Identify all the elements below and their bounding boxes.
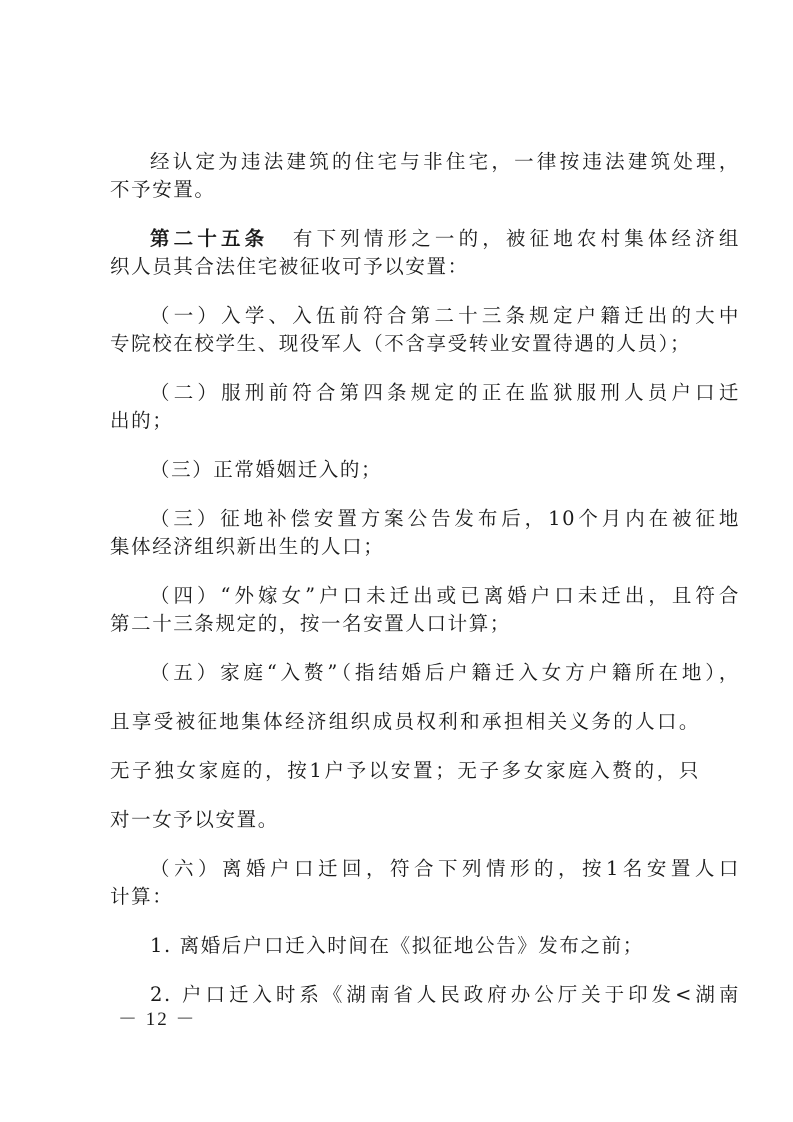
paragraph-line: （四）“外嫁女”户口未迁出或已离婚户口未迁出，且符合 <box>150 584 740 607</box>
paragraph-line: （二）服刑前符合第四条规定的正在监狱服刑人员户口迁 <box>150 381 740 404</box>
paragraph-line: 织人员其合法住宅被征收可予以安置： <box>110 255 469 278</box>
paragraph-line: 计算： <box>110 885 174 908</box>
paragraph-line: 专院校在校学生、现役军人（不含享受转业安置待遇的人员）； <box>110 332 692 355</box>
paragraph-line: 且享受被征地集体经济组织成员权利和承担相关义务的人口。 <box>110 710 700 733</box>
paragraph-line: （一）入学、入伍前符合第二十三条规定户籍迁出的大中 <box>150 304 740 327</box>
article-heading: 第二十五条 <box>150 227 269 250</box>
paragraph-text: 有下列情形之一的，被征地农村集体经济组 <box>290 227 740 250</box>
article-line <box>110 225 740 253</box>
paragraph-line: （三）征地补偿安置方案公告发布后，10个月内在被征地 <box>150 507 740 530</box>
paragraph-line: （五）家庭“入赘”（指结婚后户籍迁入女方户籍所在地）， <box>150 661 740 684</box>
paragraph-line: （三）正常婚姻迁入的； <box>150 458 383 481</box>
paragraph-line: 2. 户口迁入时系《湖南省人民政府办公厅关于印发<湖南 <box>150 983 740 1006</box>
paragraph-line: 集体经济组织新出生的人口； <box>110 535 385 558</box>
paragraph-line: 不予安置。 <box>110 178 216 201</box>
paragraph-line: 第二十三条规定的，按一名安置人口计算； <box>110 612 511 635</box>
paragraph-line: （六）离婚户口迁回，符合下列情形的，按1名安置人口 <box>150 857 740 880</box>
paragraph-line: 出的； <box>110 409 174 432</box>
paragraph-line: 1. 离婚后户口迁入时间在《拟征地公告》发布之前； <box>150 934 644 957</box>
page-number: － 12 － <box>118 1009 197 1030</box>
paragraph-line: 对一女予以安置。 <box>110 808 279 831</box>
document-body <box>110 148 740 1009</box>
paragraph-line: 无子独女家庭的，按1户予以安置；无子多女家庭入赘的，只 <box>110 759 700 782</box>
paragraph-line: 经认定为违法建筑的住宅与非住宅，一律按违法建筑处理， <box>150 150 740 173</box>
